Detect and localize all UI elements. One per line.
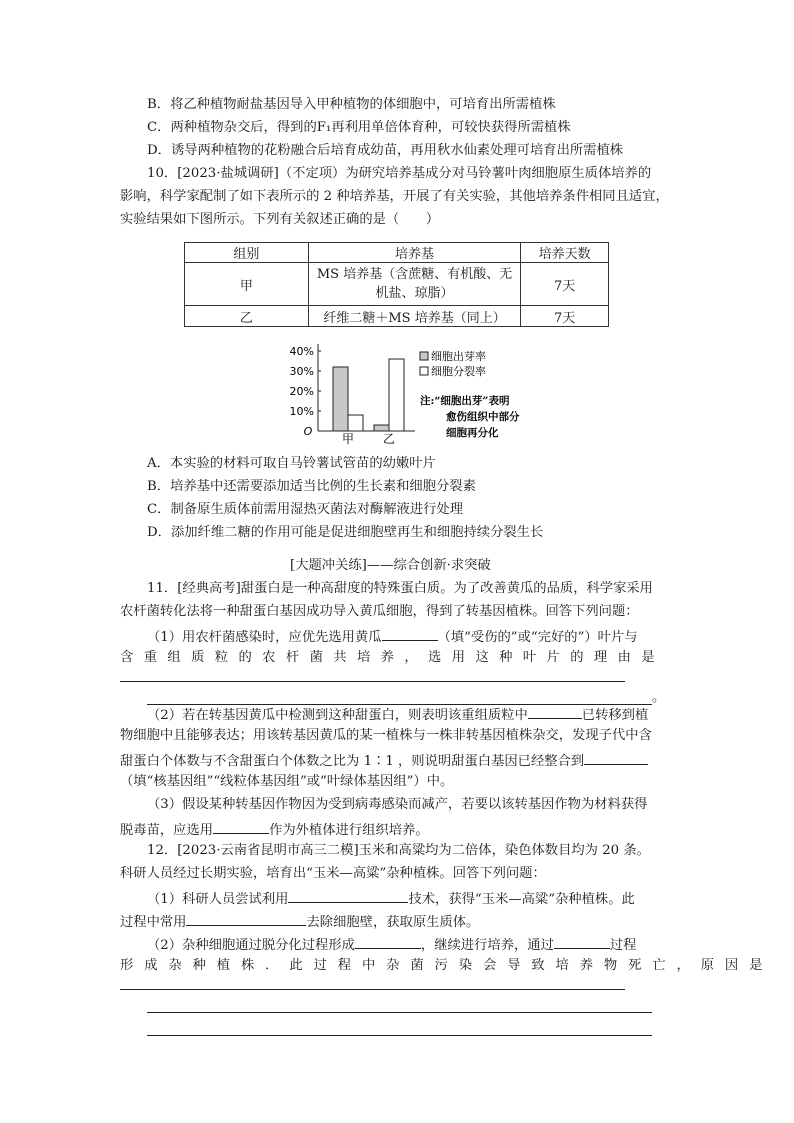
q11-stem-line2: 农杆菌转化法将一种甜蛋白基因成功导入黄瓜细胞，得到了转基因植株。回答下列问题： [120, 604, 639, 619]
legend-swatch [420, 367, 428, 375]
q12-part2-text-c: 过程 [609, 938, 637, 953]
q11-part2-text-b: 已转移到植 [581, 708, 649, 723]
answer-blank[interactable] [382, 627, 438, 641]
answer-blank[interactable] [584, 751, 648, 765]
chart-note [420, 394, 520, 439]
chart-legend [420, 349, 486, 378]
q12-part2-text-d: 形成杂种植株．此过程中杂菌污染会导致培养物死亡，原因是 [120, 958, 774, 973]
answer-line[interactable] [120, 681, 625, 682]
table-cell-days: 7天 [521, 263, 609, 306]
q10-option-a: A．本实验的材料可取自马铃薯试管苗的幼嫩叶片 [147, 456, 436, 471]
q10-stem-line2: 影响，科学家配制了如下表所示的 2 种培养基，开展了有关实验，其他培养条件相同且适宜， [120, 189, 669, 204]
y-tick-label: 30% [289, 365, 314, 378]
q11-part1-line1 [147, 627, 638, 646]
answer-blank[interactable] [288, 889, 408, 903]
q12-part2-text-b: ，继续进行培养，通过 [420, 938, 554, 953]
legend-label: 细胞分裂率 [431, 365, 486, 378]
legend-swatch [420, 352, 428, 360]
q11-part2-line3 [120, 751, 648, 770]
bar-细胞分裂率 [389, 359, 404, 431]
q10-stem-line1: 10．[2023·盐城调研]（不定项）为研究培养基成分对马铃薯叶肉细胞原生质体培养的 [147, 166, 652, 181]
table-cell-medium-line2: 机盐、琼脂） [375, 286, 454, 301]
q12-part1-text-b: 技术，获得“玉米—高粱”杂种植株。此 [408, 892, 635, 907]
chart-categories [342, 432, 395, 446]
table-header-days: 培养天数 [521, 243, 609, 263]
q12-part1-line1 [147, 889, 635, 908]
q11-part3-line2 [120, 820, 429, 839]
x-tick-label: 甲 [341, 432, 355, 446]
q11-part1-text-b: （填“受伤的”或“完好的”）叶片与 [437, 630, 638, 645]
chart-bars [333, 359, 404, 431]
answer-blank[interactable] [213, 820, 269, 834]
q12-part2-line1 [147, 935, 636, 954]
q12-stem-line2: 科研人员经过长期实验，培育出“玉米—高粱”杂种植株。回答下列问题： [120, 866, 546, 881]
table-cell-medium-line1: MS 培养基（含蔗糖、有机酸、无 [316, 267, 513, 282]
table-row [185, 263, 609, 306]
chart-note-line: 愈伤组织中部分 [446, 411, 520, 423]
q11-part1-period: 。 [652, 690, 666, 705]
q10-option-c: C．制备原生质体前需用湿热灭菌法对酶解液进行处理 [147, 502, 464, 517]
table-header-medium: 培养基 [308, 243, 521, 263]
q11-part2-text-d: 甜蛋白个体数与不含甜蛋白个体数之比为 1∶1 ，则说明甜蛋白基因已经整合到 [120, 754, 585, 769]
y-tick-label: 10% [289, 405, 314, 418]
q12-part2-line2 [120, 958, 774, 974]
section-title: [大题冲关练]——综合创新·求突破 [290, 558, 491, 573]
q11-part2-text-a: （2）若在转基因黄瓜中检测到这种甜蛋白，则表明该重组质粒中 [147, 708, 528, 723]
q12-stem-line1: 12．[2023·云南省昆明市高三二模]玉米和高粱均为二倍体，染色体数目均为 20 条。 [147, 843, 650, 858]
media-table [184, 242, 609, 327]
y-tick-label: 40% [289, 345, 314, 358]
q9-option-b: B．将乙种植物耐盐基因导入甲种植物的体细胞中，可培育出所需植株 [147, 97, 556, 112]
bar-细胞出芽率 [374, 425, 389, 431]
q11-part3-text-b: 脱毒苗，应选用 [120, 823, 214, 838]
answer-line[interactable] [120, 989, 625, 990]
answer-blank[interactable] [355, 935, 421, 949]
table-row [185, 306, 609, 327]
q11-part1-text-c: 含重组质粒的农杆菌共培养，选用这种叶片的理由是 [120, 650, 666, 665]
table-header-group: 组别 [185, 243, 309, 263]
q11-stem-line1: 11．[经典高考]甜蛋白是一种高甜度的特殊蛋白质。为了改善黄瓜的品质，科学家采用 [147, 581, 653, 596]
legend-label: 细胞出芽率 [431, 350, 486, 363]
bar-chart [280, 338, 540, 446]
q12-part1-line2 [120, 912, 479, 931]
q10-stem-line3: 实验结果如下图所示。下列有关叙述正确的是（ ） [120, 212, 440, 227]
table-cell-medium: 纤维二糖＋MS 培养基（同上） [308, 306, 521, 327]
table-cell-group: 甲 [185, 263, 309, 306]
q11-part3-text-c: 作为外植体进行组织培养。 [269, 823, 429, 838]
q11-part2-line2: 物细胞中且能够表达；用该转基因黄瓜的某一植株与一株非转基因植株杂交，发现子代中含 [120, 728, 652, 743]
answer-line[interactable] [147, 1035, 652, 1036]
q10-option-b: B．培养基中还需要添加适当比例的生长素和细胞分裂素 [147, 479, 476, 494]
q12-part1-text-d: 去除细胞壁，获取原生质体。 [306, 915, 480, 930]
q12-part2-text-a: （2）杂种细胞通过脱分化过程形成 [147, 938, 355, 953]
y-tick-label: 20% [289, 385, 314, 398]
answer-blank[interactable] [186, 912, 306, 926]
answer-blank[interactable] [554, 935, 610, 949]
chart-ticks [290, 345, 321, 438]
q9-option-d: D．诱导两种植物的花粉融合后培育成幼苗，再用秋水仙素处理可培育出所需植株 [147, 143, 624, 158]
q10-option-d: D．添加纤维二糖的作用可能是促进细胞壁再生和细胞持续分裂生长 [147, 525, 544, 540]
answer-line[interactable] [147, 1012, 652, 1013]
table-cell-medium [308, 263, 521, 306]
answer-blank[interactable] [528, 705, 582, 719]
q11-part1-line2 [120, 650, 674, 666]
table-cell-group: 乙 [185, 306, 309, 327]
q12-part1-text-a: （1）科研人员尝试利用 [147, 892, 289, 907]
x-tick-label: 乙 [382, 432, 396, 446]
bar-细胞出芽率 [333, 367, 348, 431]
bar-细胞分裂率 [348, 415, 363, 431]
chart-note-line: 细胞再分化 [446, 427, 499, 439]
q12-part1-text-c: 过程中常用 [120, 915, 187, 930]
q11-part2-line4: （填“核基因组”“线粒体基因组”或“叶绿体基因组”）中。 [120, 774, 454, 789]
table-cell-days: 7天 [521, 306, 609, 327]
chart-note-line: 注:“细胞出芽”表明 [420, 395, 510, 407]
q11-part1-text-a: （1）用农杆菌感染时，应优先选用黄瓜 [147, 630, 382, 645]
q11-part3-line1: （3）假设某种转基因作物因为受到病毒感染而减产，若要以该转基因作物为材料获得 [147, 797, 648, 812]
y-tick-label: O [303, 425, 313, 438]
q9-option-c: C．两种植物杂交后，得到的F₁再利用单倍体育种，可较快获得所需植株 [147, 120, 571, 135]
q11-part2-line1 [147, 705, 648, 724]
